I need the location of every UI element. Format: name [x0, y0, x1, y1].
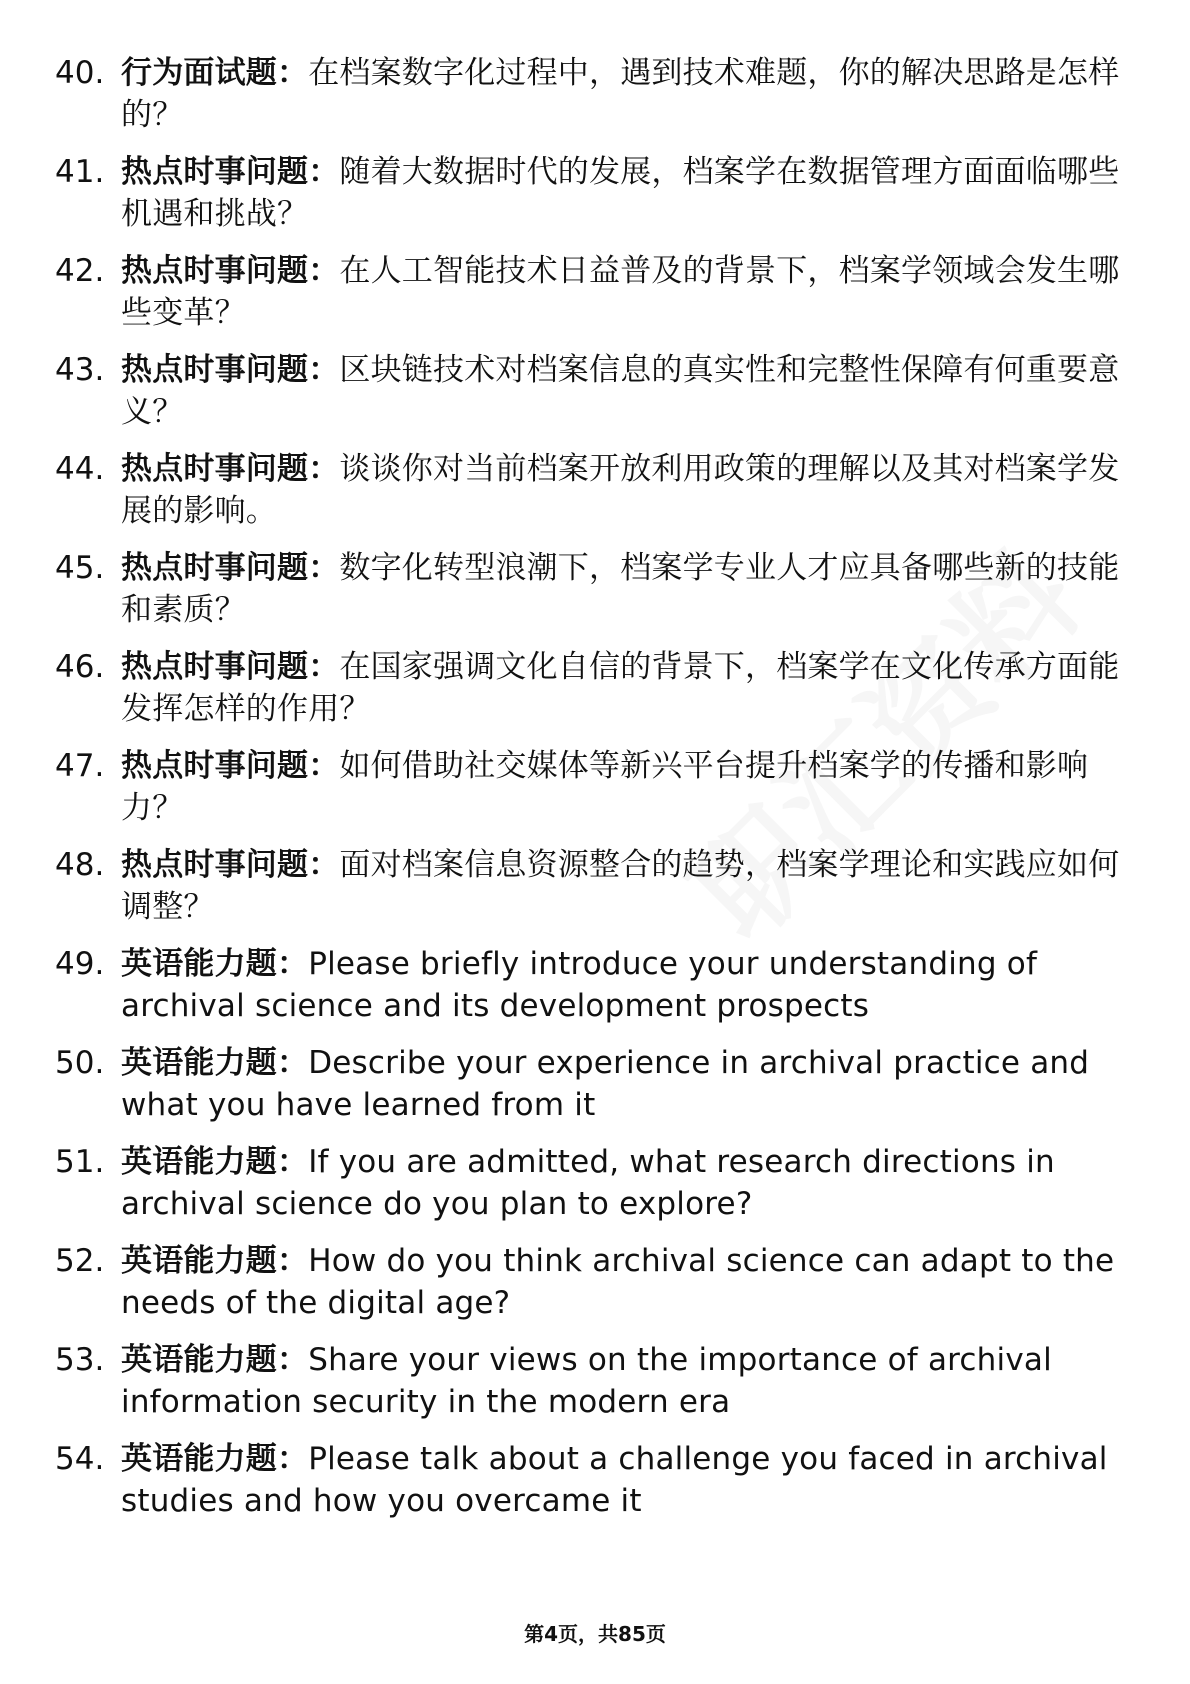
question-item [55, 1042, 1135, 1126]
question-number: 48. [55, 847, 105, 883]
question-number: 45. [55, 550, 105, 586]
question-body [121, 151, 1135, 235]
question-item [55, 547, 1135, 631]
question-text: Please talk about a challenge you faced in archival studies and how you overcame it [121, 1441, 1108, 1519]
question-text: 在国家强调文化自信的背景下，档案学在文化传承方面能发挥怎样的作用？ [121, 649, 1120, 727]
question-item [55, 151, 1135, 235]
question-category: 热点时事问题： [121, 550, 340, 586]
question-text: 面对档案信息资源整合的趋势，档案学理论和实践应如何调整？ [121, 847, 1120, 925]
page-footer: 第4页，共85页 [524, 1622, 666, 1646]
question-item [55, 1240, 1135, 1324]
question-number: 54. [55, 1441, 105, 1477]
question-item [55, 1339, 1135, 1423]
question-item [55, 745, 1135, 829]
question-text: 谈谈你对当前档案开放利用政策的理解以及其对档案学发展的影响。 [121, 451, 1120, 529]
question-item [55, 448, 1135, 532]
question-category: 热点时事问题： [121, 451, 340, 487]
question-item [55, 250, 1135, 334]
question-category: 英语能力题： [121, 1243, 309, 1279]
question-number: 40. [55, 55, 105, 91]
question-text: 随着大数据时代的发展，档案学在数据管理方面面临哪些机遇和挑战？ [121, 154, 1120, 232]
question-body [121, 547, 1135, 631]
question-body [121, 1339, 1135, 1423]
question-category: 热点时事问题： [121, 253, 340, 289]
question-body [121, 943, 1135, 1027]
question-item [55, 844, 1135, 928]
question-category: 热点时事问题： [121, 748, 340, 784]
question-category: 热点时事问题： [121, 154, 340, 190]
question-category: 英语能力题： [121, 1441, 309, 1477]
question-body [121, 1240, 1135, 1324]
question-number: 47. [55, 748, 105, 784]
question-category: 英语能力题： [121, 1342, 309, 1378]
question-text: How do you think archival science can adapt to the needs of the digital age? [121, 1243, 1115, 1321]
question-item [55, 646, 1135, 730]
question-number: 52. [55, 1243, 105, 1279]
question-number: 44. [55, 451, 105, 487]
question-text: Share your views on the importance of archival information security in the modern era [121, 1342, 1052, 1420]
question-text: 区块链技术对档案信息的真实性和完整性保障有何重要意义？ [121, 352, 1120, 430]
question-body [121, 1438, 1135, 1522]
question-number: 42. [55, 253, 105, 289]
question-list [55, 52, 1135, 1537]
question-body [121, 52, 1135, 136]
question-text: Please briefly introduce your understanding of archival science and its development prospects [121, 946, 1038, 1024]
question-category: 热点时事问题： [121, 649, 340, 685]
question-number: 50. [55, 1045, 105, 1081]
question-body [121, 844, 1135, 928]
question-category: 英语能力题： [121, 1144, 309, 1180]
question-item [55, 52, 1135, 136]
question-category: 热点时事问题： [121, 847, 340, 883]
question-text: 在档案数字化过程中，遇到技术难题，你的解决思路是怎样的？ [121, 55, 1120, 133]
question-text: 数字化转型浪潮下，档案学专业人才应具备哪些新的技能和素质？ [121, 550, 1120, 628]
question-number: 41. [55, 154, 105, 190]
question-body [121, 745, 1135, 829]
question-body [121, 448, 1135, 532]
question-number: 53. [55, 1342, 105, 1378]
question-number: 46. [55, 649, 105, 685]
question-body [121, 646, 1135, 730]
question-body [121, 1042, 1135, 1126]
question-category: 热点时事问题： [121, 352, 340, 388]
question-text: 如何借助社交媒体等新兴平台提升档案学的传播和影响力？ [121, 748, 1089, 826]
question-number: 51. [55, 1144, 105, 1180]
question-text: If you are admitted, what research directions in archival science do you plan to explore? [121, 1144, 1055, 1222]
question-item [55, 1141, 1135, 1225]
question-category: 英语能力题： [121, 946, 309, 982]
question-body [121, 1141, 1135, 1225]
question-body [121, 349, 1135, 433]
question-category: 行为面试题： [121, 55, 309, 91]
question-body [121, 250, 1135, 334]
question-text: Describe your experience in archival practice and what you have learned from it [121, 1045, 1090, 1123]
question-category: 英语能力题： [121, 1045, 309, 1081]
question-item [55, 943, 1135, 1027]
question-item [55, 1438, 1135, 1522]
question-number: 49. [55, 946, 105, 982]
question-number: 43. [55, 352, 105, 388]
question-item [55, 349, 1135, 433]
question-text: 在人工智能技术日益普及的背景下，档案学领域会发生哪些变革？ [121, 253, 1120, 331]
